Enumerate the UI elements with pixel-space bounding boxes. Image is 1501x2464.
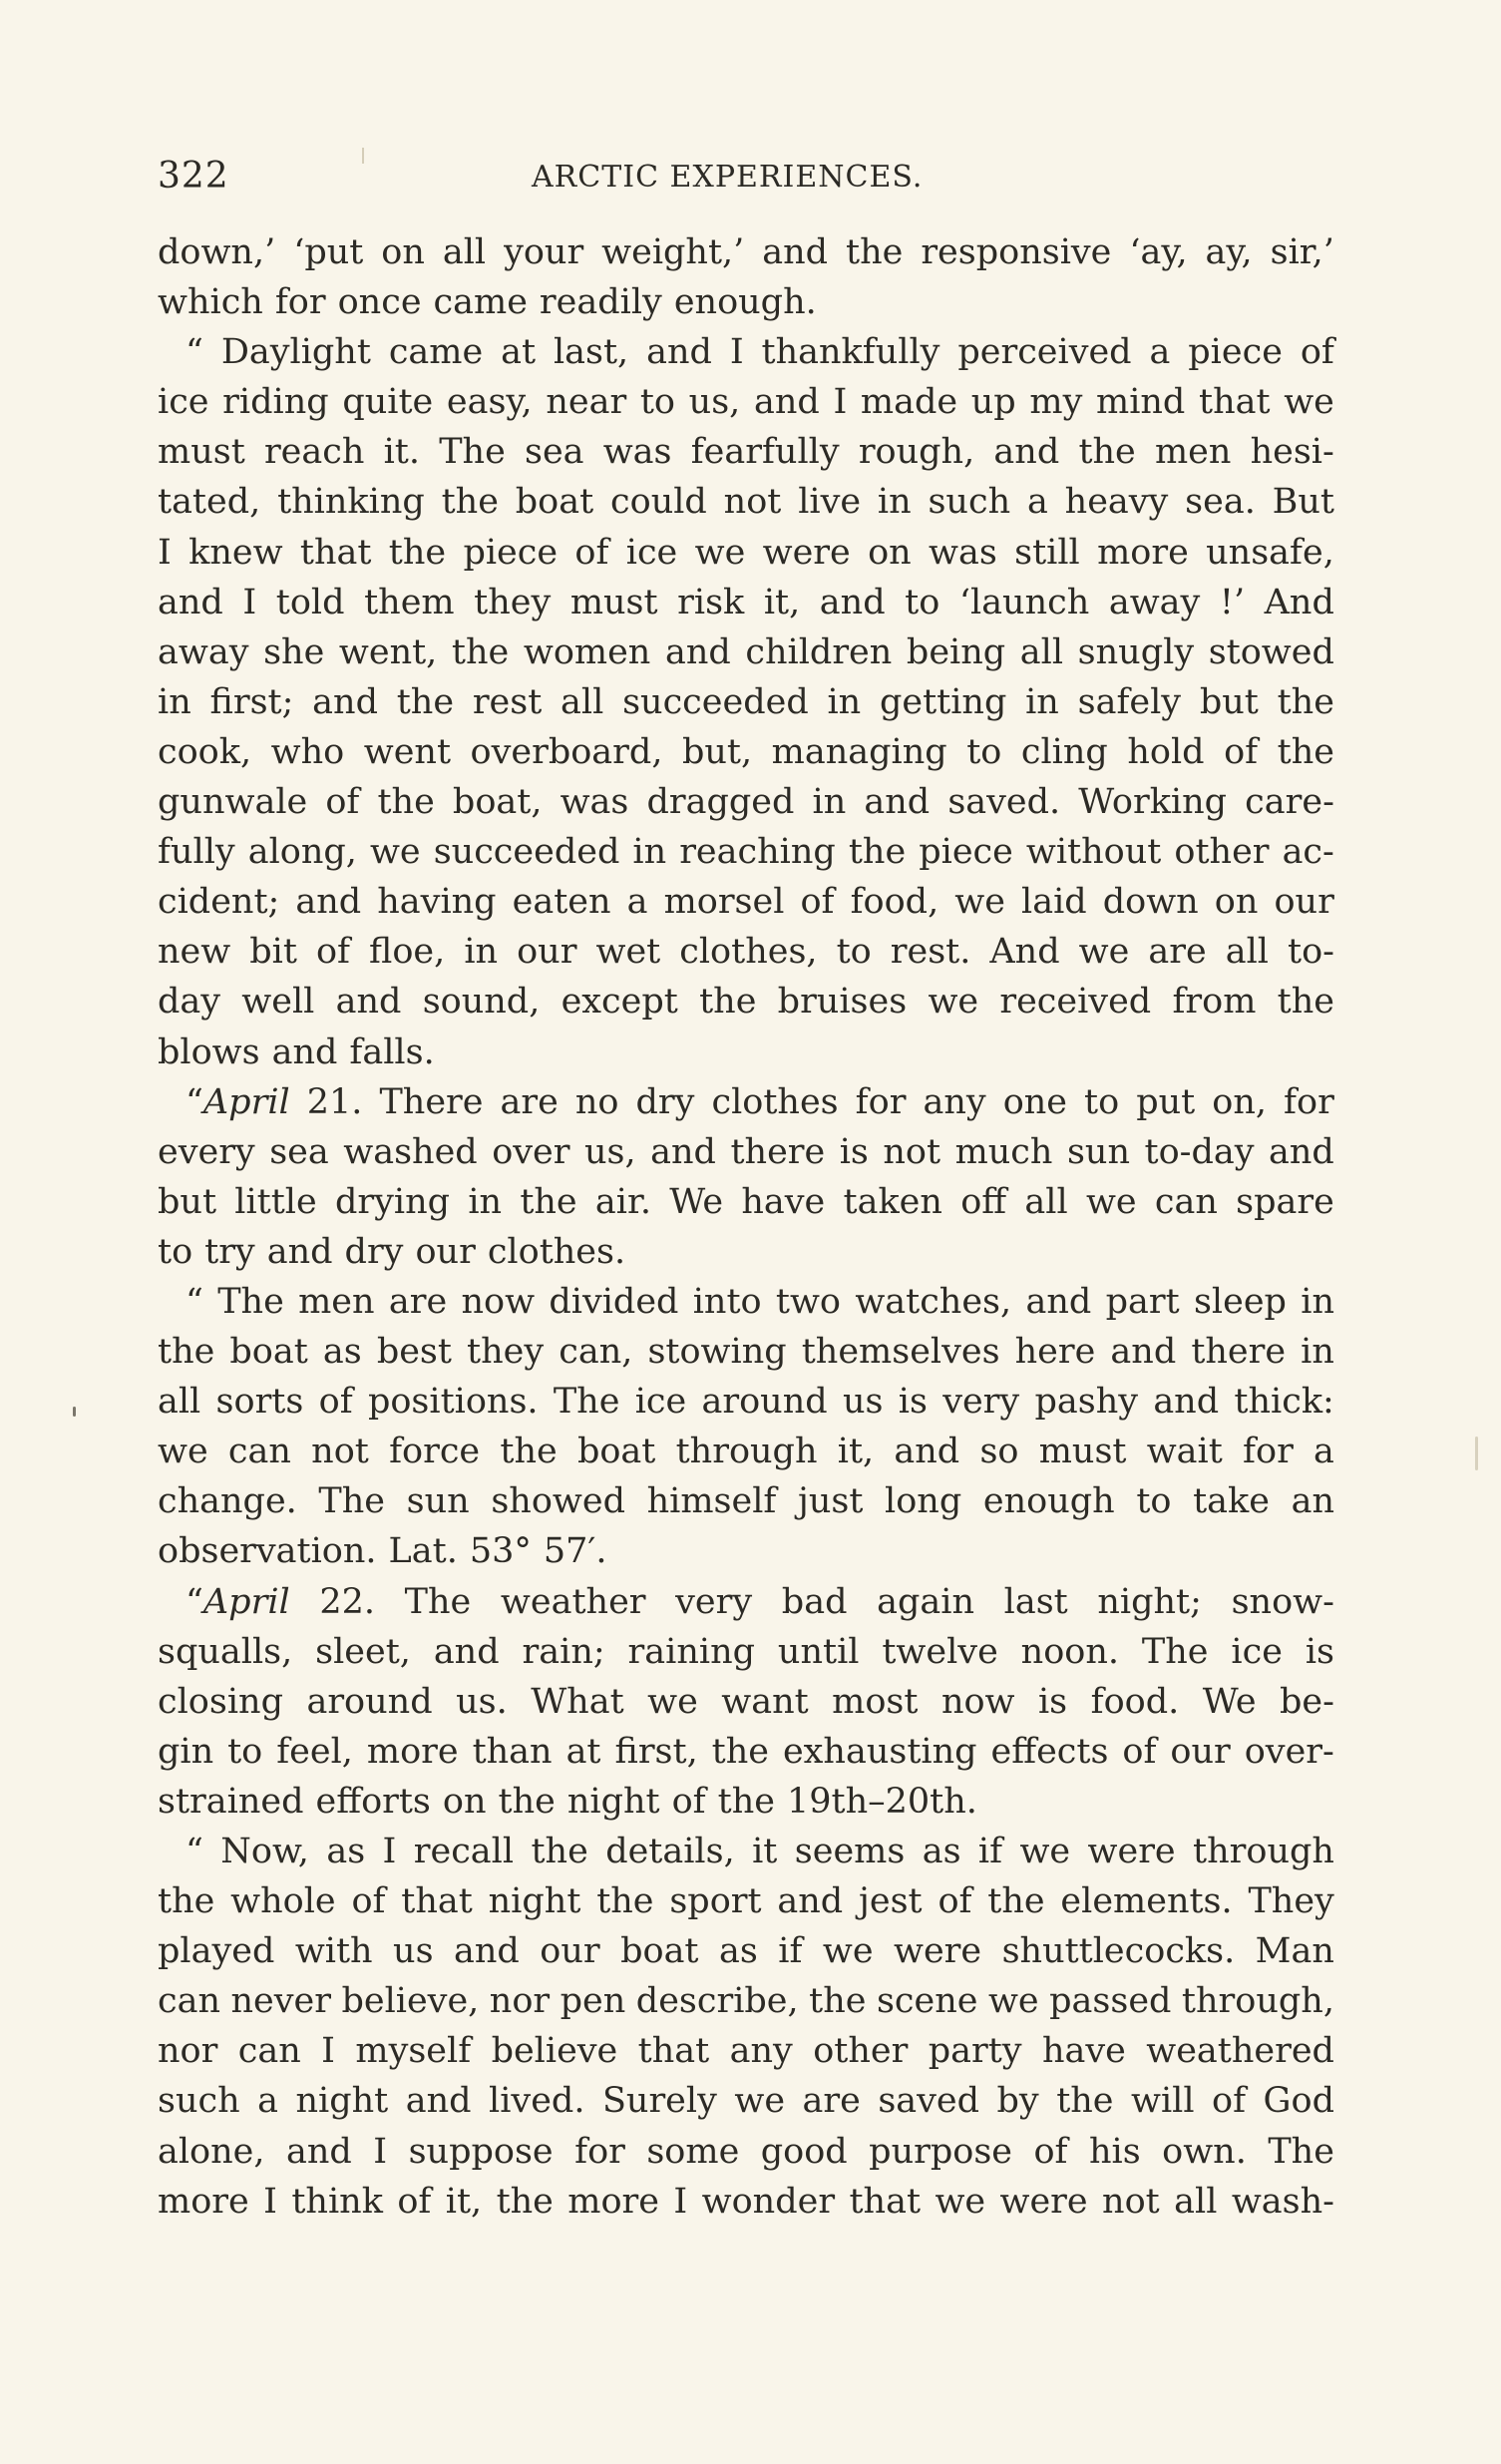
text-line: we can not force the boat through it, and so must wait for a — [158, 1432, 1334, 1472]
scan-margin-mark — [1475, 1437, 1478, 1470]
scan-ink-speck — [73, 1407, 76, 1417]
text-line: I knew that the piece of ice we were on was still more unsafe, — [158, 532, 1334, 573]
text-line: played with us and our boat as if we were shuttlecocks. Man — [158, 1931, 1334, 1972]
text-line: new bit of floe, in our wet clothes, to rest. And we are all to- — [158, 932, 1334, 973]
text-line: away she went, the women and children being all snugly stowed — [158, 631, 1334, 672]
scan-tick-mark — [362, 148, 364, 164]
text-line: tated, thinking the boat could not live in such a heavy sea. But — [158, 482, 1334, 523]
text-line: and I told them they must risk it, and to ‘launch away !’ And — [158, 582, 1334, 622]
text-line: the boat as best they can, stowing themselves here and there in — [158, 1332, 1334, 1373]
text-line: alone, and I suppose for some good purpose of his own. The — [158, 2131, 1334, 2172]
text-line: every sea washed over us, and there is not much sun to-day and — [158, 1131, 1334, 1172]
text-line: squalls, sleet, and rain; raining until twelve noon. The ice is — [158, 1631, 1334, 1672]
body-text — [158, 227, 1334, 2227]
text-line: can never believe, nor pen describe, the scene we passed through, — [158, 1981, 1334, 2022]
page-number: 322 — [158, 156, 229, 197]
text-line: ice riding quite easy, near to us, and I made up my mind that we — [158, 382, 1334, 423]
text-line: gunwale of the boat, was dragged in and saved. Working care- — [158, 782, 1334, 823]
text-line: day well and sound, except the bruises we received from the — [158, 982, 1334, 1023]
text-line: “ Now, as I recall the details, it seems as if we were through — [186, 1832, 1334, 1871]
text-line: “ The men are now divided into two watches, and part sleep in — [186, 1281, 1334, 1322]
text-line: cident; and having eaten a morsel of food, we laid down on our — [158, 882, 1334, 923]
text-line: strained efforts on the night of the 19th–20th. — [158, 1781, 977, 1822]
text-line: “ Daylight came at last, and I thankfully perceived a piece of — [186, 332, 1334, 373]
text-line: gin to feel, more than at first, the exhausting effects of our over- — [158, 1731, 1334, 1772]
page-header — [158, 156, 1334, 205]
text-line: “April 21. There are no dry clothes for any one to put on, for — [186, 1081, 1334, 1122]
text-line: down,’ ‘put on all your weight,’ and the responsive ‘ay, ay, sir,’ — [158, 232, 1334, 272]
text-line: more I think of it, the more I wonder that we were not all wash- — [158, 2181, 1334, 2222]
text-line: nor can I myself believe that any other party have weathered — [158, 2031, 1334, 2072]
text-line: “April 22. The weather very bad again last night; snow- — [186, 1581, 1334, 1622]
text-line: closing around us. What we want most now is food. We be- — [158, 1681, 1334, 1722]
text-line: must reach it. The sea was fearfully rough, and the men hesi- — [158, 432, 1334, 473]
text-line: cook, who went overboard, but, managing to cling hold of the — [158, 731, 1334, 772]
text-line: all sorts of positions. The ice around us is very pashy and thick: — [158, 1382, 1334, 1423]
text-line: such a night and lived. Surely we are saved by the will of God — [158, 2081, 1334, 2122]
text-line: blows and falls. — [158, 1031, 435, 1072]
text-line: change. The sun showed himself just long enough to take an — [158, 1481, 1334, 1522]
text-line: but little drying in the air. We have taken off all we can spare — [158, 1181, 1334, 1222]
text-line: in first; and the rest all succeeded in getting in safely but the — [158, 681, 1334, 722]
text-line: which for once came readily enough. — [158, 282, 817, 323]
text-line: to try and dry our clothes. — [158, 1231, 626, 1272]
text-line: observation. Lat. 53° 57′. — [158, 1531, 607, 1572]
text-line: the whole of that night the sport and jest of the elements. They — [158, 1881, 1334, 1922]
running-head: ARCTIC EXPERIENCES. — [532, 160, 924, 195]
text-line: fully along, we succeeded in reaching the piece without other ac- — [158, 832, 1334, 873]
